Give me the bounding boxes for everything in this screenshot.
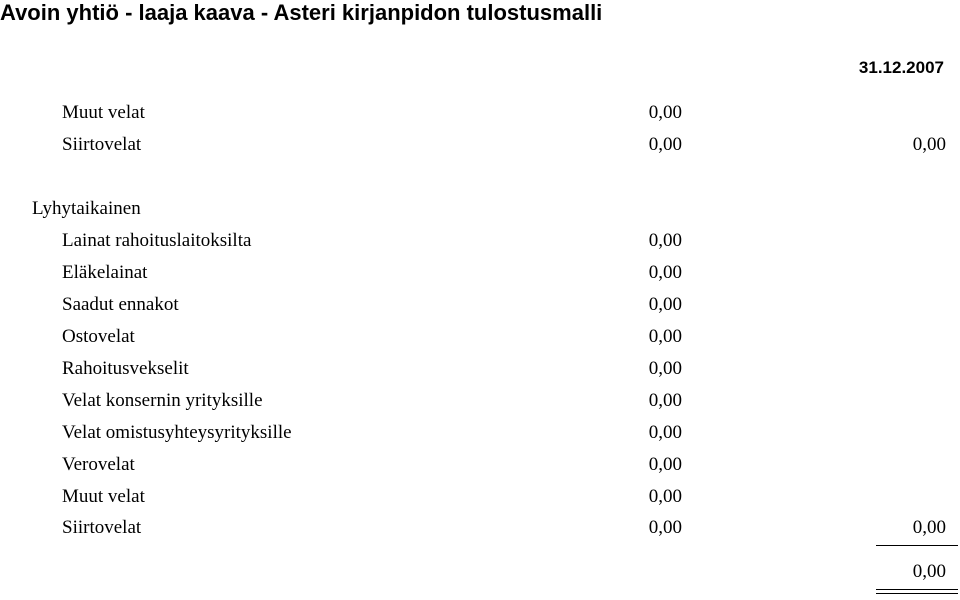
row-amount: 0,00 (648, 390, 682, 411)
row-label: Muut velat (62, 486, 145, 507)
ledger-row (0, 323, 960, 351)
row-amount: 0,00 (648, 294, 682, 315)
ledger-row (0, 483, 960, 511)
row-amount: 0,00 (648, 454, 682, 475)
ledger-row (0, 131, 960, 159)
row-amount: 0,00 (648, 358, 682, 379)
row-amount: 0,00 (648, 517, 682, 538)
grand-total-row (0, 558, 960, 586)
section-heading-row (0, 195, 960, 223)
report-date: 31.12.2007 (858, 58, 944, 77)
row-label: Velat konsernin yrityksille (62, 390, 263, 411)
ledger-row (0, 451, 960, 479)
row-label: Velat omistusyhteysyrityksille (62, 422, 292, 443)
row-amount: 0,00 (648, 326, 682, 347)
row-total: 0,00 (912, 134, 946, 155)
row-amount: 0,00 (648, 134, 682, 155)
ledger-row (0, 99, 960, 127)
section-heading: Lyhytaikainen (32, 198, 141, 219)
ledger-row (0, 387, 960, 415)
row-label: Verovelat (62, 454, 135, 475)
row-label: Muut velat (62, 102, 145, 123)
row-label: Saadut ennakot (62, 294, 179, 315)
ledger-row (0, 514, 960, 542)
row-amount: 0,00 (648, 102, 682, 123)
grand-total-double-rule-top (876, 589, 958, 590)
row-label: Lainat rahoituslaitoksilta (62, 230, 252, 251)
ledger-row (0, 259, 960, 287)
row-amount: 0,00 (648, 230, 682, 251)
row-label: Eläkelainat (62, 262, 148, 283)
row-total: 0,00 (912, 517, 946, 538)
ledger-row (0, 227, 960, 255)
row-label: Siirtovelat (62, 517, 142, 538)
grand-total-double-rule-bottom (876, 593, 958, 594)
row-amount: 0,00 (648, 422, 682, 443)
row-amount: 0,00 (648, 262, 682, 283)
subtotal-rule (876, 545, 958, 546)
grand-total: 0,00 (912, 561, 946, 582)
row-label: Ostovelat (62, 326, 135, 347)
ledger-row (0, 419, 960, 447)
row-amount: 0,00 (648, 486, 682, 507)
row-label: Rahoitusvekselit (62, 358, 189, 379)
ledger-row (0, 355, 960, 383)
report-title: Avoin yhtiö - laaja kaava - Asteri kirjanpidon tulostusmalli (0, 0, 603, 25)
row-label: Siirtovelat (62, 134, 142, 155)
ledger-row (0, 291, 960, 319)
